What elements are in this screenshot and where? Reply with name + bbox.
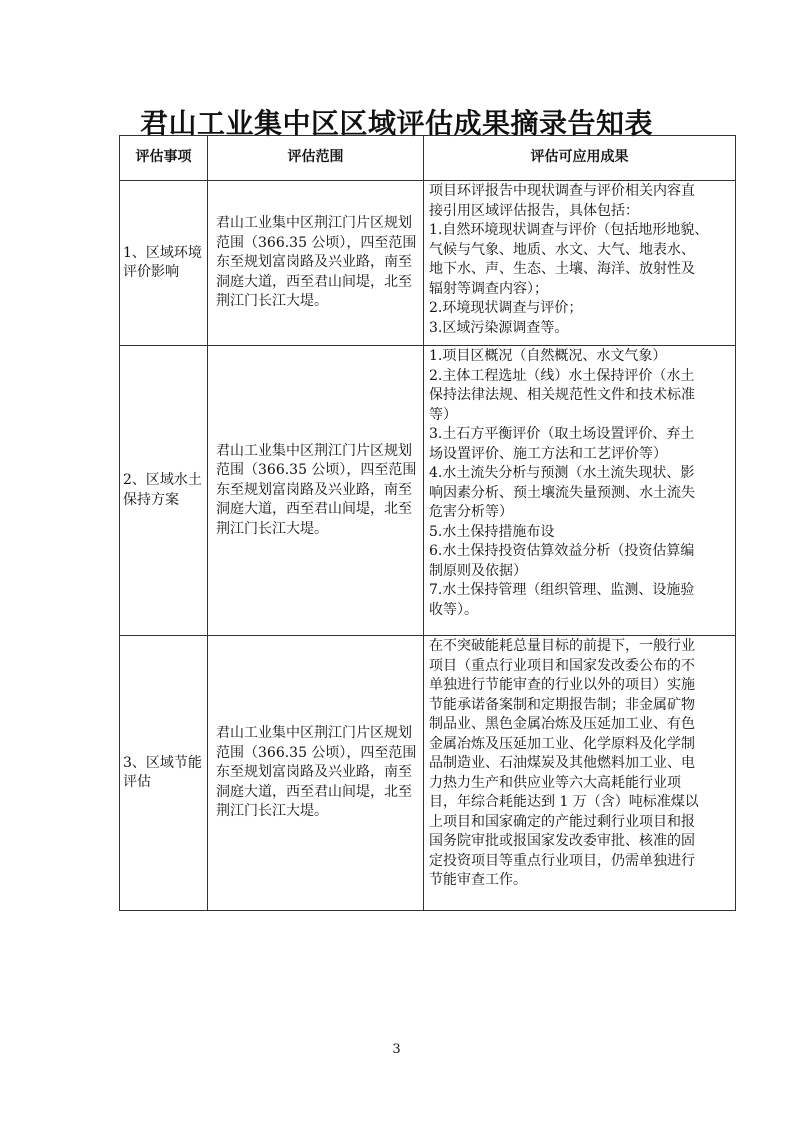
text-line: 荆江门长江大堤。 <box>216 293 328 310</box>
text-line: 洞庭大道，西至君山间堤，北至 <box>216 501 412 518</box>
text-line: 制品业、黑色金属冶炼及压延加工业、有色 <box>429 716 695 732</box>
text-line: 保持法律法规、相关规范性文件和技术标准 <box>429 387 695 403</box>
text-line: 收等）。 <box>429 601 478 618</box>
text-line: 1.项目区概况（自然概况、水文气象） <box>429 348 667 364</box>
text-line: 5.水土保持措施布设 <box>429 523 555 540</box>
text-line: 节能承诺备案制和定期报告制；非金属矿物 <box>429 696 695 713</box>
text-line: 君山工业集中区荆江门片区规划 <box>216 725 412 742</box>
text-line: 国务院审批或报国家发改委审批、核准的固 <box>429 833 695 849</box>
cell-scope <box>208 181 424 346</box>
text-line: 荆江门长江大堤。 <box>216 520 328 537</box>
text-line: 评价影响 <box>123 264 179 280</box>
cell-results <box>424 181 736 346</box>
text-line: 3、区域节能 <box>123 754 202 771</box>
text-line: 力热力生产和供应业等六大高耗能行业项 <box>429 774 681 791</box>
text-line: 东至规划富岗路及兴业路，南至 <box>216 254 412 271</box>
cell-item <box>120 346 208 636</box>
text-line: 项目（重点行业项目和国家发改委公布的不 <box>429 657 695 674</box>
text-line: 东至规划富岗路及兴业路，南至 <box>216 764 412 781</box>
text-line: 制原则及依据） <box>429 562 527 579</box>
page-title: 君山工业集中区区域评估成果摘录告知表 <box>139 107 653 140</box>
text-line: 品制造业、石油煤炭及其他燃料加工业、电 <box>429 755 695 771</box>
header-scope: 评估范围 <box>208 136 424 181</box>
text-line: 单独进行节能审查的行业以外的项目）实施 <box>429 677 695 693</box>
text-line: 评估 <box>123 774 151 790</box>
text-line: 7.水土保持管理（组织管理、监测、设施验 <box>429 582 695 598</box>
text-line: 定投资项目等重点行业项目，仍需单独进行 <box>429 852 695 869</box>
page-number: 3 <box>392 1042 401 1057</box>
text-line: 目，年综合耗能达到 1 万（含）吨标准煤以 <box>429 794 699 810</box>
table-row <box>120 346 736 636</box>
text-line: 保持方案 <box>123 491 179 508</box>
text-line: 荆江门长江大堤。 <box>216 803 328 820</box>
text-line: 地下水、声、生态、土壤、海洋、放射性及 <box>429 261 695 277</box>
cell-item <box>120 181 208 346</box>
text-line: 危害分析等） <box>429 504 513 520</box>
text-line: 金属冶炼及压延加工业、化学原料及化学制 <box>429 735 695 752</box>
text-line: 项目环评报告中现状调查与评价相关内容直 <box>429 183 695 199</box>
cell-results <box>424 636 736 911</box>
table-row <box>120 636 736 911</box>
text-line: 东至规划富岗路及兴业路，南至 <box>216 481 412 498</box>
text-line: 场设置评价、施工方法和工艺评价等） <box>429 445 667 462</box>
text-line: 君山工业集中区荆江门片区规划 <box>216 215 412 232</box>
text-line: 在不突破能耗总量目标的前提下，一般行业 <box>429 638 695 654</box>
cell-scope <box>208 636 424 911</box>
text-line: 洞庭大道，西至君山间堤，北至 <box>216 273 412 290</box>
text-line: 范围（366.35 公顷），四至范围 <box>216 744 417 761</box>
text-line: 范围（366.35 公顷），四至范围 <box>216 234 417 251</box>
text-line: 君山工业集中区荆江门片区规划 <box>216 442 412 459</box>
text-line: 3.土石方平衡评价（取土场设置评价、弃土 <box>429 426 695 442</box>
text-line: 1.自然环境现状调查与评价（包括地形地貌、 <box>429 222 709 238</box>
header-results: 评估可应用成果 <box>424 136 736 181</box>
text-line: 2、区域水土 <box>123 472 202 488</box>
cell-results <box>424 346 736 636</box>
text-line: 节能审查工作。 <box>429 872 527 888</box>
text-line: 洞庭大道，西至君山间堤，北至 <box>216 783 412 800</box>
text-line: 4.水土流失分析与预测（水土流失现状、影 <box>429 465 695 481</box>
text-line: 范围（366.35 公顷），四至范围 <box>216 462 417 479</box>
cell-scope <box>208 346 424 636</box>
text-line: 2.环境现状调查与评价； <box>429 300 583 316</box>
header-item: 评估事项 <box>120 136 208 181</box>
text-line: 响因素分析、预土壤流失量预测、水土流失 <box>429 484 695 501</box>
text-line: 辐射等调查内容）； <box>429 280 548 297</box>
table-row <box>120 181 736 346</box>
text-line: 上项目和国家确定的产能过剩行业项目和报 <box>429 813 695 830</box>
table-header-row <box>120 136 736 181</box>
text-line: 2.主体工程选址（线）水土保持评价（水土 <box>429 367 695 384</box>
text-line: 气候与气象、地质、水文、大气、地表水、 <box>429 241 695 258</box>
text-line: 接引用区域评估报告，具体包括： <box>429 202 639 219</box>
text-line: 1、区域环境 <box>123 244 202 261</box>
cell-item <box>120 636 208 911</box>
assessment-table <box>119 135 736 911</box>
text-line: 6.水土保持投资估算效益分析（投资估算编 <box>429 543 695 559</box>
text-line: 等） <box>429 406 457 423</box>
text-line: 3.区域污染源调查等。 <box>429 319 569 336</box>
